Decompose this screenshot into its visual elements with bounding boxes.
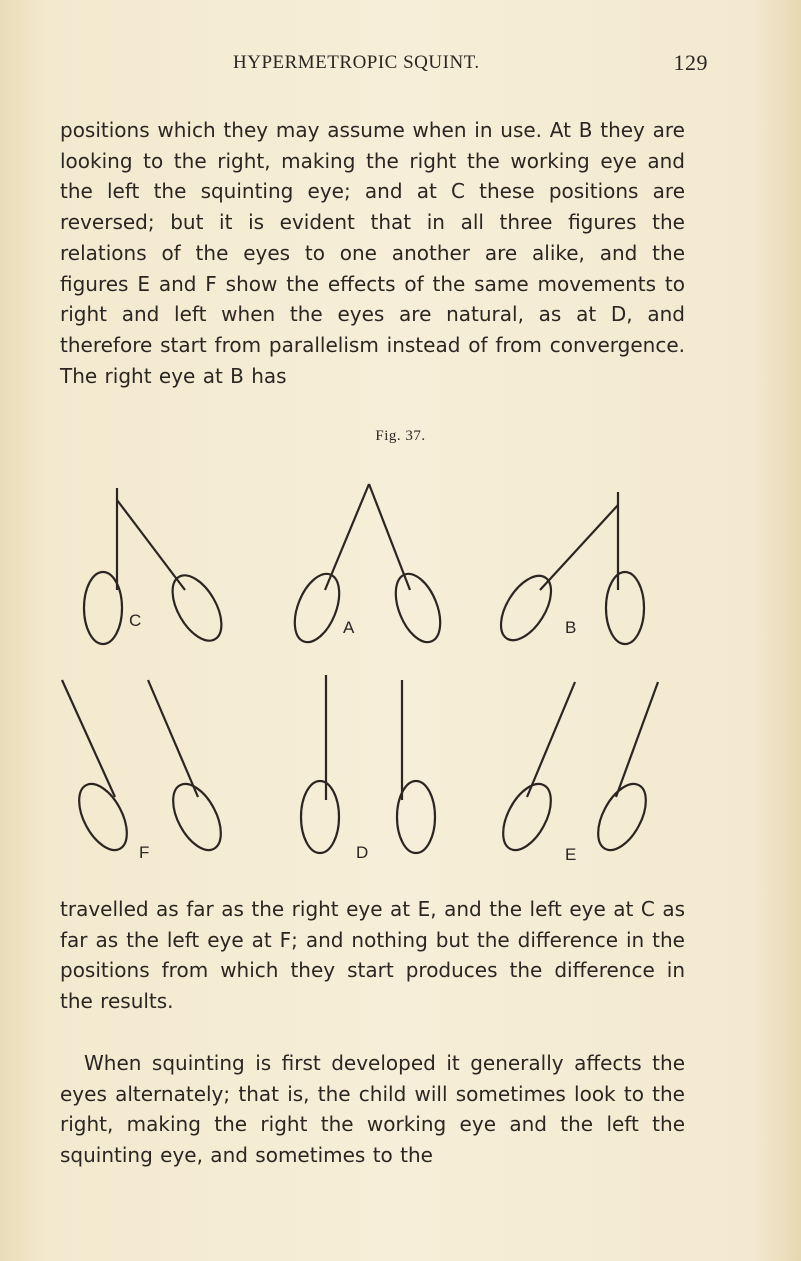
fig-label-e: E [565, 845, 577, 864]
eye-f-left [69, 776, 136, 857]
page-number: 129 [673, 50, 708, 75]
eye-d-left [301, 781, 339, 853]
eye-e-right [588, 776, 655, 857]
fig-label-d: D [356, 843, 369, 862]
eye-f-right [163, 776, 230, 857]
fig-label-c: C [129, 611, 142, 630]
running-title: HYPERMETROPIC SQUINT. [233, 52, 480, 73]
fig-label-f: F [139, 843, 150, 862]
eye-e-left [493, 776, 560, 857]
paragraph-top: positions which they may assume when in use. At B they are looking to the right, making the right the working eye and the left the squinting eye; and at C these positions are reversed; but it is evident that in all three figures the relations of the eyes to one another are alike, and the figures E and F show the effects of the same movements to right and left when the eyes are natural, as at D, and therefore start from parallelism instead of from convergence. The right eye at B has [60, 118, 685, 388]
figure-37-eye-diagram [0, 470, 801, 880]
eye-a-left [286, 568, 348, 649]
eye-c-right [163, 567, 232, 648]
fig-label-b: B [565, 618, 577, 637]
figure-caption: Fig. 37. [375, 428, 426, 444]
paragraph-bottom: When squinting is first developed it generally affects the eyes alternately; that is, the child will sometimes look to the right, making the right the working eye and the left the squinting eye, and sometimes to the [60, 1051, 685, 1168]
eye-b-right [606, 572, 644, 644]
paragraph-middle: travelled as far as the right eye at E, and the left eye at C as far as the left eye at F; and nothing but the difference in the positions from which they start produces the difference in the results. [60, 897, 685, 1014]
eye-a-right [387, 568, 449, 649]
fig-label-a: A [343, 618, 355, 637]
